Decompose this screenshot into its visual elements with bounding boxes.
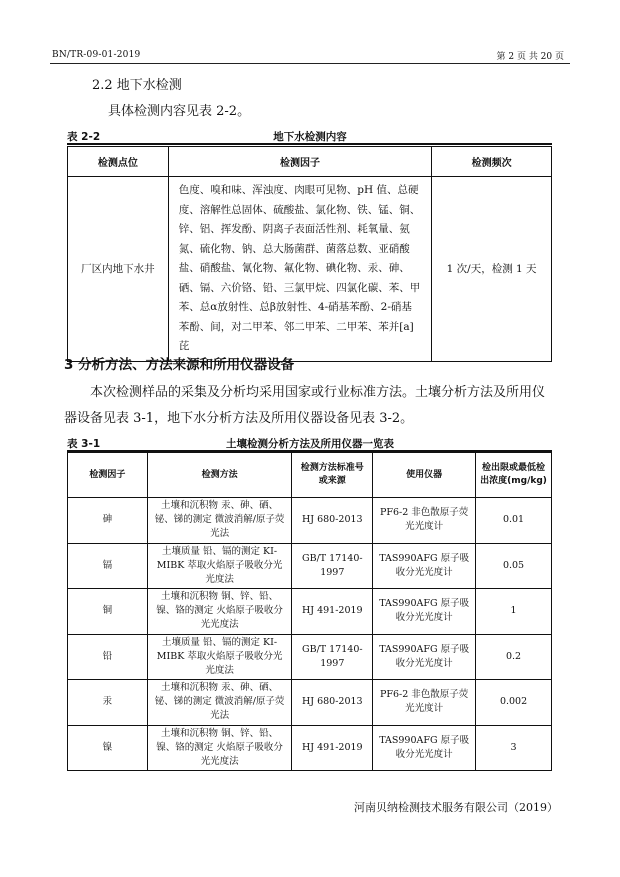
instrument-cell: PF6-2 非色散原子荧光光度计	[373, 680, 476, 726]
table-row	[68, 177, 552, 362]
factor-cell: 汞	[68, 680, 148, 726]
standard-cell: HJ 491-2019	[292, 725, 373, 771]
column-header: 检测频次	[432, 147, 552, 177]
standard-cell: GB/T 17140-1997	[292, 634, 373, 680]
table-header-row	[68, 147, 552, 177]
limit-cell: 0.2	[476, 634, 552, 680]
table-2-2	[67, 146, 552, 362]
method-cell: 土壤质量 铅、镉的测定 KI-MIBK 萃取火焰原子吸收分光光度法	[147, 543, 292, 589]
factor-cell: 镉	[68, 543, 148, 589]
table-row	[68, 589, 552, 635]
instrument-cell: TAS990AFG 原子吸收分光光度计	[373, 725, 476, 771]
instrument-cell: TAS990AFG 原子吸收分光光度计	[373, 634, 476, 680]
factor-cell: 铜	[68, 589, 148, 635]
standard-cell: HJ 680-2013	[292, 498, 373, 544]
column-header: 检测因子	[68, 453, 148, 498]
frequency-cell: 1 次/天，检测 1 天	[432, 177, 552, 362]
table-2-2-top-rule	[67, 143, 552, 145]
limit-cell: 0.01	[476, 498, 552, 544]
section-3-body: 本次检测样品的采集及分析均采用国家或行业标准方法。土壤分析方法及所用仪器设备见表 3-1，地下水分析方法及所用仪器设备见表 3-2。	[64, 385, 546, 426]
limit-cell: 3	[476, 725, 552, 771]
header-divider	[50, 63, 570, 64]
document-code: BN/TR-09-01-2019	[52, 50, 141, 60]
table-3-1-title: 土壤检测分析方法及所用仪器一览表	[226, 438, 394, 450]
column-header: 检测方法	[147, 453, 292, 498]
limit-cell: 1	[476, 589, 552, 635]
factors-cell: 色度、嗅和味、浑浊度、肉眼可见物、pH 值、总硬度、溶解性总固体、硫酸盐、氯化物、铁、锰、铜、锌、铝、挥发酚、阴离子表面活性剂、耗氧量、氨氮、硫化物、钠、总大肠菌群、菌落总数、亚硝酸盐、硝酸盐、氰化物、氟化物、碘化物、汞、砷、硒、镉、六价铬、铅、三氯甲烷、四氯化碳、苯、甲苯、总α放射性、总β放射性、4-硝基苯酚、2-硝基苯酚、间，对二甲苯、邻二甲苯、二甲苯、苯并[a]芘	[168, 177, 431, 362]
column-header: 检测方法标准号或来源	[292, 453, 373, 498]
page-number: 第 2 页 共 20 页	[496, 52, 564, 62]
section-heading-3: 3 分析方法、方法来源和所用仪器设备	[64, 357, 295, 373]
location-cell: 厂区内地下水井	[68, 177, 169, 362]
method-cell: 土壤和沉积物 铜、锌、铅、镍、铬的测定 火焰原子吸收分光光度法	[147, 725, 292, 771]
table-row	[68, 680, 552, 726]
table-row	[68, 725, 552, 771]
table-3-1-label: 表 3-1	[67, 438, 101, 450]
column-header: 检测点位	[68, 147, 169, 177]
method-cell: 土壤和沉积物 铜、锌、铅、镍、铬的测定 火焰原子吸收分光光度法	[147, 589, 292, 635]
table-2-2-title: 地下水检测内容	[273, 131, 347, 143]
factor-cell: 砷	[68, 498, 148, 544]
limit-cell: 0.05	[476, 543, 552, 589]
section-2-2-intro: 具体检测内容见表 2-2。	[108, 104, 251, 119]
table-2-2-label: 表 2-2	[67, 131, 101, 143]
column-header: 使用仪器	[373, 453, 476, 498]
table-3-1	[67, 452, 552, 771]
column-header: 检测因子	[168, 147, 431, 177]
standard-cell: GB/T 17140-1997	[292, 543, 373, 589]
factor-cell: 铅	[68, 634, 148, 680]
factor-cell: 镍	[68, 725, 148, 771]
standard-cell: HJ 491-2019	[292, 589, 373, 635]
column-header: 检出限或最低检出浓度(mg/kg)	[476, 453, 552, 498]
method-cell: 土壤和沉积物 汞、砷、硒、铋、锑的测定 微波消解/原子荧光法	[147, 498, 292, 544]
method-cell: 土壤和沉积物 汞、砷、硒、铋、锑的测定 微波消解/原子荧光法	[147, 680, 292, 726]
instrument-cell: PF6-2 非色散原子荧光光度计	[373, 498, 476, 544]
instrument-cell: TAS990AFG 原子吸收分光光度计	[373, 589, 476, 635]
instrument-cell: TAS990AFG 原子吸收分光光度计	[373, 543, 476, 589]
standard-cell: HJ 680-2013	[292, 680, 373, 726]
table-row	[68, 498, 552, 544]
table-row	[68, 634, 552, 680]
table-header-row	[68, 453, 552, 498]
section-heading-2-2: 2.2 地下水检测	[92, 78, 182, 93]
limit-cell: 0.002	[476, 680, 552, 726]
table-row	[68, 543, 552, 589]
method-cell: 土壤质量 铅、镉的测定 KI-MIBK 萃取火焰原子吸收分光光度法	[147, 634, 292, 680]
footer-company: 河南贝纳检测技术服务有限公司（2019）	[354, 801, 558, 814]
